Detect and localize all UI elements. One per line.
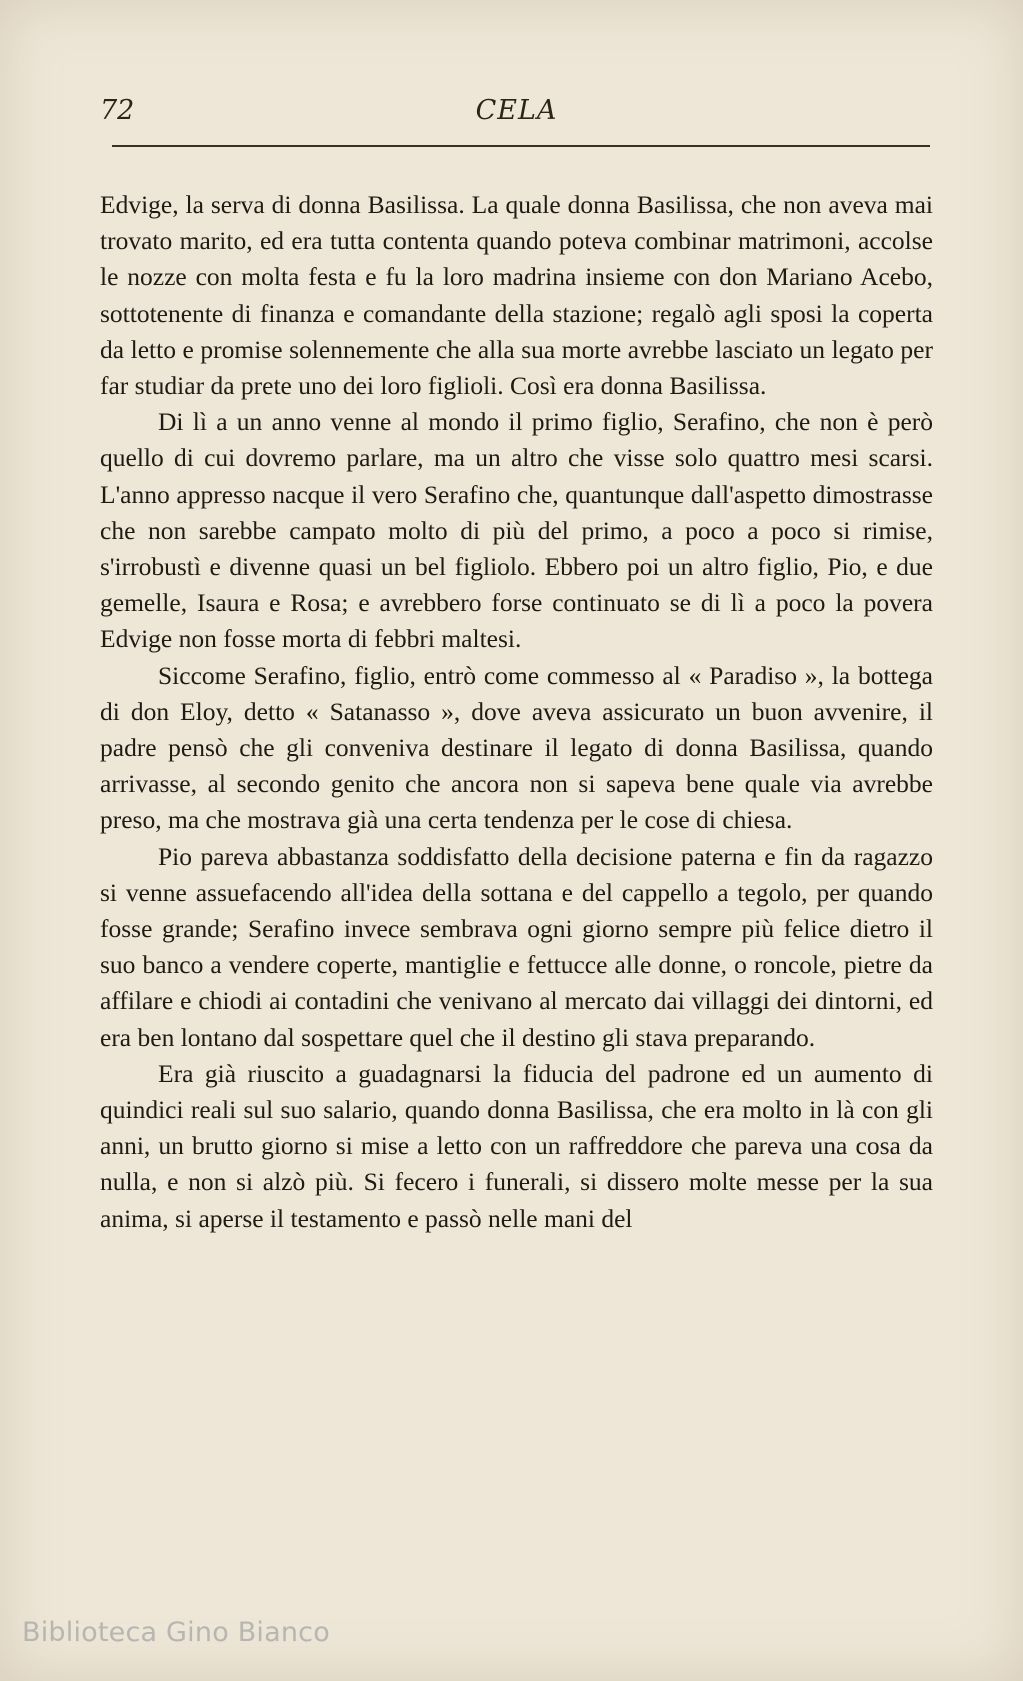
paragraph-5: Era già riuscito a guadagnarsi la fiducia del padrone ed un aumento di quindici reali sul suo salario, quando donna Basilissa, che era molto in là con gli anni, un brutto giorno si mise a letto con un raffreddore che pareva una cosa da nulla, e non si alzò più. Si fecero i funerali, si dissero molte messe per la sua anima, si aperse il testamento e passò nelle mani del: [100, 1058, 933, 1233]
page-number: 72: [100, 95, 135, 126]
paragraph-3: Siccome Serafino, figlio, entrò come commesso al « Paradiso », la bottega di don Eloy, detto « Satanasso », dove aveva assicurato un buon avvenire, il padre pensò che gli conveniva destinare il legato di donna Basilissa, quando arrivasse, al secondo genito che ancora non si sapeva bene quale via avrebbe preso, ma che mostrava già una certa tendenza per le cose di chiesa.: [100, 660, 933, 835]
running-head: CELA: [475, 95, 558, 126]
paragraph-2: Di lì a un anno venne al mondo il primo figlio, Serafino, che non è però quello di cui dovremo parlare, ma un altro che visse solo quattro mesi scarsi. L'anno appresso nacque il vero Serafino che, quantunque dall'aspetto dimostrasse che non sarebbe campato molto di più del primo, a poco a poco si rimise, s'irrobustì e divenne quasi un bel figliolo. Ebbero poi un altro figlio, Pio, e due gemelle, Isaura e Rosa; e avrebbero forse continuato se di lì a poco la povera Edvige non fosse morta di febbri maltesi.: [100, 407, 933, 654]
paragraph-4: Pio pareva abbastanza soddisfatto della decisione paterna e fin da ragazzo si venne assuefacendo all'idea della sottana e del cappello a tegolo, per quando fosse grande; Serafino invece sembrava ogni giorno sempre più felice dietro il suo banco a vendere coperte, mantiglie e fettucce alle donne, o roncole, pietre da affilare e chiodi ai contadini che venivano al mercato dai villaggi dei dintorni, ed era ben lontano dal sospettare quel che il destino gli stava preparando.: [100, 841, 933, 1052]
paragraph-1: Edvige, la serva di donna Basilissa. La quale donna Basilissa, che non aveva mai trovato marito, ed era tutta contenta quando poteva combinar matrimoni, accolse le nozze con molta festa e fu la loro madrina insieme con don Mariano Acebo, sottotenente di finanza e comandante della stazione; regalò agli sposi la coperta da letto e promise solennemente che alla sua morte avrebbe lasciato un legato per far studiar da prete uno dei loro figlioli. Così era donna Basilissa.: [100, 190, 933, 401]
library-watermark: Biblioteca Gino Bianco: [22, 1617, 330, 1648]
header-divider: [112, 145, 930, 147]
body-text: [100, 187, 933, 1237]
page-header: [100, 95, 933, 135]
